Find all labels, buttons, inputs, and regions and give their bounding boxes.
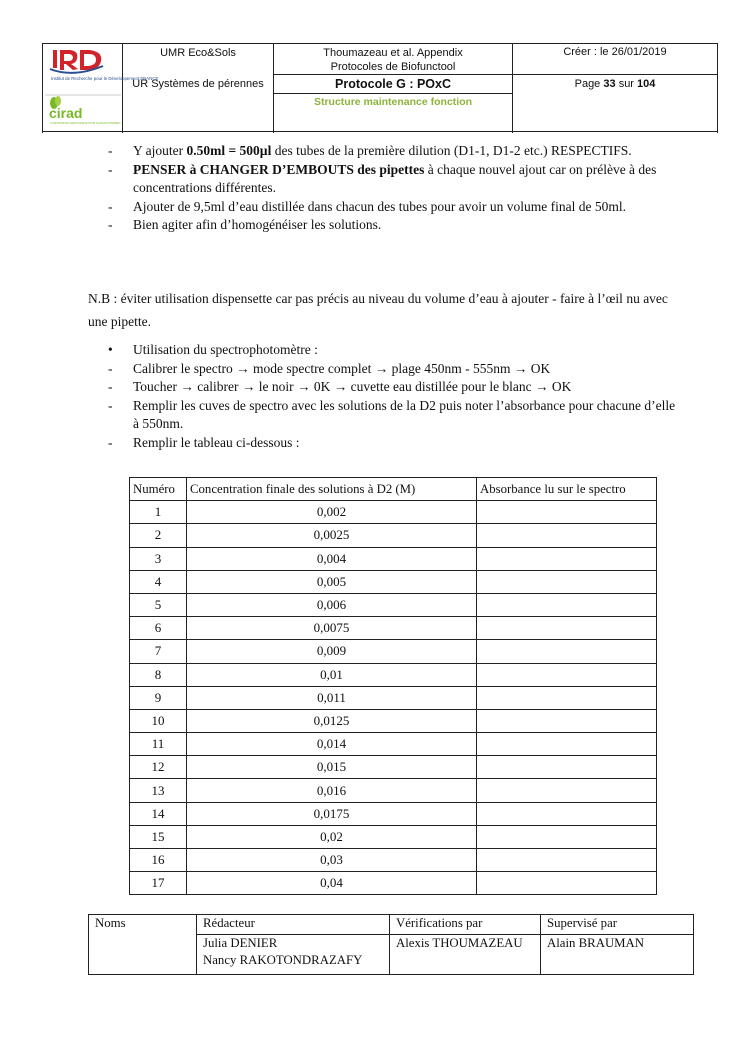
- cell-concentration: 0,004: [187, 547, 477, 570]
- cell-concentration: 0,016: [187, 779, 477, 802]
- step-item: - Y ajouter 0.50ml = 500µl des tubes de la première dilution (D1-1, D1-2 etc.) RESPECTIFS.: [88, 142, 678, 161]
- absorbance-table: [129, 477, 657, 895]
- col-header-absorbance: Absorbance lu sur le spectro: [477, 478, 657, 501]
- step-item: - Ajouter de 9,5ml d’eau distillée dans chacun des tubes pour avoir un volume final de 50ml.: [88, 198, 678, 217]
- nb-note: N.B : éviter utilisation dispensette car pas précis au niveau du volume d’eau à ajouter - faire à l’œil nu avec une pipette.: [88, 291, 668, 329]
- col-header-concentration: Concentration finale des solutions à D2 (M): [187, 478, 477, 501]
- cell-numero: 9: [130, 686, 187, 709]
- ird-logo: [44, 44, 103, 73]
- step-item: - Remplir le tableau ci-dessous :: [88, 434, 678, 453]
- cell-numero: 16: [130, 849, 187, 872]
- step-list-2: [88, 341, 678, 452]
- cell-absorbance: [477, 733, 657, 756]
- cell-absorbance: [477, 593, 657, 616]
- table-row: [130, 686, 657, 709]
- table-row: [130, 756, 657, 779]
- cell-numero: 8: [130, 663, 187, 686]
- cell-numero: 2: [130, 524, 187, 547]
- cell-concentration: 0,002: [187, 501, 477, 524]
- cell-numero: 1: [130, 501, 187, 524]
- cell-numero: 12: [130, 756, 187, 779]
- cell-concentration: 0,0075: [187, 617, 477, 640]
- lab-cell: [123, 44, 274, 132]
- cell-absorbance: [477, 617, 657, 640]
- cell-absorbance: [477, 686, 657, 709]
- cell-concentration: 0,006: [187, 593, 477, 616]
- cell-absorbance: [477, 779, 657, 802]
- cell-absorbance: [477, 849, 657, 872]
- spectro-bullet: • Utilisation du spectrophotomètre :: [88, 341, 678, 360]
- table-row: [130, 709, 657, 732]
- cell-absorbance: [477, 709, 657, 732]
- cell-absorbance: [477, 756, 657, 779]
- noms-label: Noms: [89, 915, 197, 975]
- step-item: - Toucher → calibrer → le noir → 0K → cuvette eau distillée pour le blanc → OK: [88, 378, 678, 397]
- protocol-subtitle: Structure maintenance fonction: [313, 96, 473, 108]
- cell-absorbance: [477, 640, 657, 663]
- table-row: [130, 640, 657, 663]
- cell-concentration: 0,0125: [187, 709, 477, 732]
- step-item: - Remplir les cuves de spectro avec les solutions de la D2 puis noter l’absorbance pour chacune d’elle à 550nm.: [88, 397, 678, 434]
- cirad-wordmark: cirad: [49, 105, 83, 121]
- col-header-numero: Numéro: [130, 478, 187, 501]
- cell-numero: 3: [130, 547, 187, 570]
- document-header: [42, 43, 718, 132]
- cell-numero: 6: [130, 617, 187, 640]
- step-item: - Bien agiter afin d’homogénéiser les solutions.: [88, 216, 678, 235]
- cell-absorbance: [477, 825, 657, 848]
- cell-concentration: 0,04: [187, 872, 477, 895]
- cell-numero: 5: [130, 593, 187, 616]
- protocol-cell: [274, 75, 513, 132]
- cell-numero: 4: [130, 570, 187, 593]
- table-row: [130, 501, 657, 524]
- cell-absorbance: [477, 872, 657, 895]
- cell-concentration: 0,009: [187, 640, 477, 663]
- verification-header: Vérifications par: [390, 915, 541, 935]
- table-row: [130, 802, 657, 825]
- redacteur-name: Julia DENIER: [203, 936, 278, 950]
- step-item: - Calibrer le spectro → mode spectre complet → plage 450nm - 555nm → OK: [88, 360, 678, 379]
- table-row: [130, 663, 657, 686]
- table-row: [130, 733, 657, 756]
- step-item: - PENSER à CHANGER D’EMBOUTS des pipettes à chaque nouvel ajout car on prélève à des concentrations différentes.: [88, 161, 678, 198]
- table-row: [130, 617, 657, 640]
- cell-concentration: 0,014: [187, 733, 477, 756]
- table-row: [130, 547, 657, 570]
- table-row: [130, 872, 657, 895]
- table-row: [130, 849, 657, 872]
- redacteur-name: Nancy RAKOTONDRAZAFY: [203, 953, 363, 967]
- lab-line-1: UMR Eco&Sols: [160, 47, 236, 59]
- note-section: [88, 287, 668, 333]
- step-list-1: [88, 142, 678, 235]
- redacteur-header: Rédacteur: [197, 915, 390, 935]
- logos-cell: [43, 44, 159, 132]
- doc-title-cell: [274, 44, 513, 75]
- table-row: [130, 570, 657, 593]
- cell-concentration: 0,011: [187, 686, 477, 709]
- cell-absorbance: [477, 501, 657, 524]
- signature-table: [88, 914, 694, 975]
- cell-concentration: 0,0175: [187, 802, 477, 825]
- table-header-row: [130, 478, 657, 501]
- supervision-name: Alain BRAUMAN: [541, 935, 694, 975]
- table-body: [130, 501, 657, 895]
- cell-absorbance: [477, 524, 657, 547]
- lab-line-2: UR Systèmes de pérennes: [132, 78, 264, 90]
- cell-numero: 7: [130, 640, 187, 663]
- cell-numero: 15: [130, 825, 187, 848]
- doc-title-line-2: Protocoles de Biofunctool: [330, 61, 456, 73]
- redacteur-names: [197, 935, 390, 975]
- ird-caption: Institut de Recherche pour le Développement FRANCE: [51, 76, 159, 81]
- cell-numero: 13: [130, 779, 187, 802]
- doc-title-line-1: Thoumazeau et al. Appendix: [323, 47, 463, 59]
- table-row: [130, 524, 657, 547]
- page-total: 104: [637, 78, 656, 90]
- institution-logos: [43, 44, 159, 128]
- steps-section-1: [88, 142, 678, 235]
- cell-concentration: 0,01: [187, 663, 477, 686]
- cell-absorbance: [477, 570, 657, 593]
- cell-concentration: 0,015: [187, 756, 477, 779]
- cell-absorbance: [477, 802, 657, 825]
- table-row: [130, 825, 657, 848]
- cell-concentration: 0,03: [187, 849, 477, 872]
- cell-numero: 17: [130, 872, 187, 895]
- supervision-header: Supervisé par: [541, 915, 694, 935]
- page-current: 33: [603, 78, 616, 90]
- cirad-logo: [49, 96, 121, 125]
- steps-section-2: [88, 341, 678, 452]
- cirad-caption: LA RECHERCHE AGRONOMIQUE POUR LE DÉVELOPPEMENT: [50, 122, 121, 125]
- cell-concentration: 0,0025: [187, 524, 477, 547]
- verification-name: Alexis THOUMAZEAU: [390, 935, 541, 975]
- cell-absorbance: [477, 663, 657, 686]
- cell-numero: 11: [130, 733, 187, 756]
- table-row: [130, 593, 657, 616]
- page-number: Page 33 sur 104: [513, 75, 718, 132]
- cell-absorbance: [477, 547, 657, 570]
- ird-logo-text: IRD logo: [44, 45, 48, 46]
- table-row: [130, 779, 657, 802]
- cell-concentration: 0,005: [187, 570, 477, 593]
- cell-numero: 10: [130, 709, 187, 732]
- created-date: Créer : le 26/01/2019: [513, 44, 718, 75]
- cell-numero: 14: [130, 802, 187, 825]
- cell-concentration: 0,02: [187, 825, 477, 848]
- protocol-name: Protocole G : POxC: [274, 75, 512, 94]
